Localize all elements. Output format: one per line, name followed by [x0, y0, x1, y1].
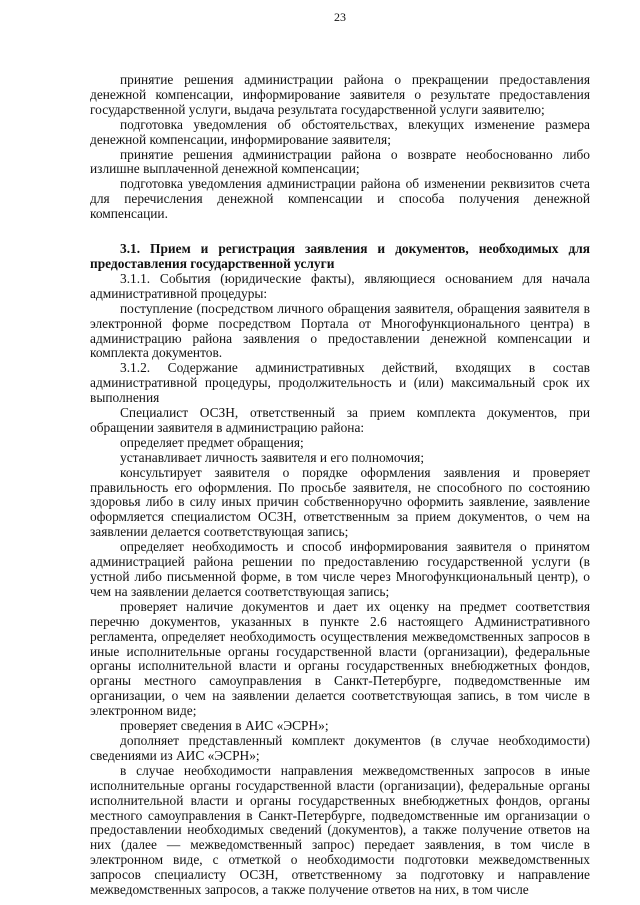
paragraph: определяет необходимость и способ информирования заявителя о принятом администрацией района решении по предоставлению государственной услуги (в устной либо письменной форме, в том числе через Многофункциональный центр), о чем на заявлении делается соответствующая запись; — [90, 539, 590, 599]
paragraph: поступление (посредством личного обращения заявителя, обращения заявителя в электронной форме посредством Портала от Многофункционального центра) в администрацию района заявления о предоставлении денежной компенсации и комплекта документов. — [90, 300, 590, 361]
paragraph: принятие решения администрации района о прекращении предоставления денежной компенсации, информирование заявителя о результате предоставления государственной услуги, выдача результата государственной услуги заявителю; — [90, 72, 590, 117]
paragraph: дополняет представленный комплект документов (в случае необходимости) сведениями из АИС «ЭСРН»; — [90, 732, 590, 763]
paragraph: устанавливает личность заявителя и его полномочия; — [120, 449, 425, 465]
paragraph: принятие решения администрации района о возврате необоснованно либо излишне выплаченной денежной компенсации; — [90, 146, 590, 177]
page-number: 23 — [334, 10, 346, 24]
paragraph: подготовка уведомления об обстоятельствах, влекущих изменение размера денежной компенсации, информирование заявителя; — [90, 116, 590, 147]
paragraph: определяет предмет обращения; — [120, 434, 304, 450]
section-heading: 3.1. Прием и регистрация заявления и документов, необходимых для предоставления государственной услуги — [90, 241, 590, 271]
paragraph: проверяет сведения в АИС «ЭСРН»; — [120, 718, 329, 734]
paragraph: подготовка уведомления администрации района об изменении реквизитов счета для перечисления денежной компенсации и способа получения денежной компенсации. — [90, 176, 590, 222]
main-paragraphs — [90, 272, 590, 898]
paragraph: 3.1.1. События (юридические факты), являющиеся основанием для начала административной процедуры: — [90, 270, 590, 301]
paragraph: проверяет наличие документов и дает их оценку на предмет соответствия перечню документов, указанных в пункте 2.6 настоящего Административного регламента, определяет необходимость осуществления межведомственных запросов в иные исполнительные органы государственной власти (организации), федеральные органы исполнительной власти и органы государственных внебюджетных фондов, органы местного самоуправления в Санкт-Петербурге, подведомственные им организации, о чем на заявлении делается соответствующая запись, в том числе в электронном виде; — [90, 598, 590, 719]
paragraph: 3.1.2. Содержание административных действий, входящих в состав административной процедуры, продолжительность и (или) максимальный срок их выполнения — [90, 360, 590, 406]
paragraph: Специалист ОСЗН, ответственный за прием комплекта документов, при обращении заявителя в администрацию района: — [90, 405, 590, 435]
paragraph: в случае необходимости направления межведомственных запросов в иные исполнительные органы государственной власти (организации), федеральные органы исполнительной власти и органы государственных внебюджетных фондов, органы местного самоуправления в Санкт-Петербурге, подведомственные им организации о предоставлении необходимых сведений (документов), а также получение ответов на них (далее — межведомственный запрос) передает заявления, в том числе в электронном виде, с отметкой о необходимости подготовки межведомственных запросов специалисту ОСЗН, ответственному за подготовку и направление межведомственных запросов, а также получение ответов на них, в том числе — [90, 762, 590, 898]
spacer — [90, 222, 590, 242]
top-paragraphs — [90, 73, 590, 222]
paragraph: консультирует заявителя о порядке оформления заявления и проверяет правильность его оформления. По просьбе заявителя, не способного по состоянию здоровья либо в силу иных причин собственноручно оформить заявление, заявление оформляется специалистом ОСЗН, ответственным за прием документов, о чем на заявлении делается соответствующая запись; — [90, 464, 590, 540]
